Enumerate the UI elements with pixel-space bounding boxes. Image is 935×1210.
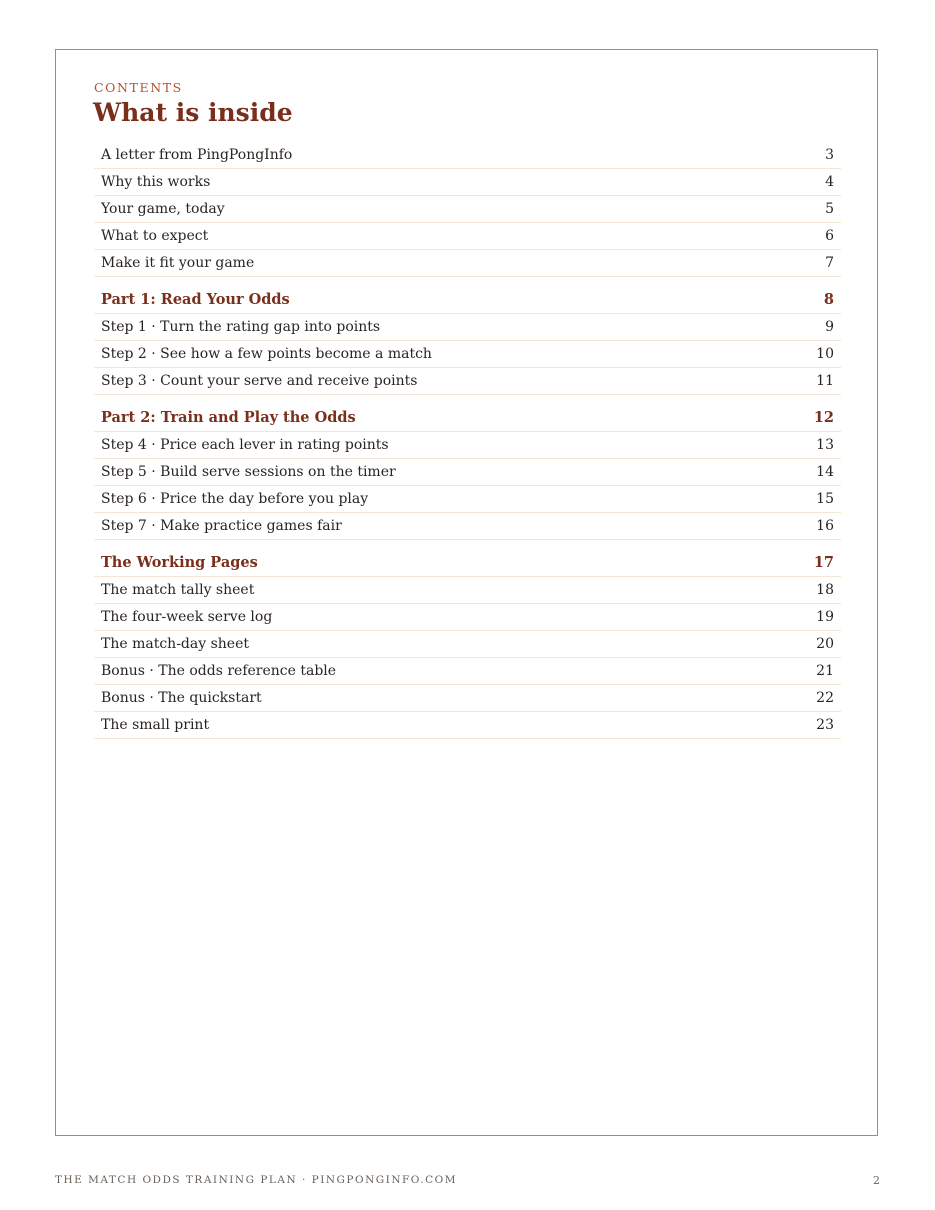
toc-entry-page: 11 (816, 373, 834, 389)
toc-entry-label: Step 2 · See how a few points become a match (101, 346, 432, 362)
toc-entry[interactable] (94, 459, 841, 486)
page-title: What is inside (93, 98, 293, 127)
toc-entry-page: 15 (816, 491, 834, 507)
toc-entry-page: 21 (816, 663, 834, 679)
toc-entry-page: 5 (825, 201, 834, 217)
toc-entry[interactable] (94, 658, 841, 685)
toc-entry-page: 10 (816, 346, 834, 362)
toc-entry-page: 16 (816, 518, 834, 534)
footer-title: THE MATCH ODDS TRAINING PLAN · PINGPONGINFO.COM (55, 1174, 458, 1186)
toc-entry[interactable] (94, 169, 841, 196)
toc-entry-label: The match-day sheet (101, 636, 249, 652)
section-eyebrow: CONTENTS (94, 80, 183, 95)
toc-part-label: Part 2: Train and Play the Odds (101, 409, 356, 426)
toc-entry-label: Bonus · The odds reference table (101, 663, 337, 679)
toc-entry-label: Why this works (101, 174, 211, 190)
toc-entry-label: Step 4 · Price each lever in rating points (101, 437, 389, 453)
toc-entry-label: A letter from PingPongInfo (101, 147, 293, 163)
toc-entry[interactable] (94, 314, 841, 341)
toc-entry-page: 18 (816, 582, 834, 598)
toc-part-page: 17 (813, 554, 834, 571)
toc-entry-label: Step 5 · Build serve sessions on the timer (101, 464, 396, 480)
toc-entry[interactable] (94, 631, 841, 658)
toc-entry-page: 9 (825, 319, 834, 335)
table-of-contents (94, 142, 841, 739)
toc-part-page: 8 (823, 291, 834, 308)
toc-entry[interactable] (94, 486, 841, 513)
toc-entry[interactable] (94, 685, 841, 712)
toc-entry[interactable] (94, 250, 841, 277)
toc-entry-page: 3 (825, 147, 834, 163)
toc-part-label: Part 1: Read Your Odds (101, 291, 290, 308)
toc-entry-page: 14 (816, 464, 834, 480)
toc-group (94, 287, 841, 395)
toc-entry-page: 23 (816, 717, 834, 733)
toc-entry-label: What to expect (101, 228, 209, 244)
toc-entry[interactable] (94, 604, 841, 631)
toc-entry-label: The small print (101, 717, 210, 733)
toc-entry[interactable] (94, 432, 841, 459)
toc-entry-label: The match tally sheet (101, 582, 255, 598)
toc-group (94, 550, 841, 739)
toc-part-label: The Working Pages (101, 554, 258, 571)
toc-entry[interactable] (94, 712, 841, 739)
toc-entry-page: 13 (816, 437, 834, 453)
toc-entry-page: 6 (825, 228, 834, 244)
toc-entry-label: Step 6 · Price the day before you play (101, 491, 369, 507)
toc-entry-label: Step 3 · Count your serve and receive points (101, 373, 418, 389)
toc-part-heading[interactable] (94, 405, 841, 432)
toc-entry-label: Make it fit your game (101, 255, 255, 271)
toc-group (94, 142, 841, 277)
toc-entry-label: Bonus · The quickstart (101, 690, 262, 706)
toc-entry[interactable] (94, 142, 841, 169)
page-frame (55, 49, 878, 1136)
toc-entry-page: 20 (816, 636, 834, 652)
toc-entry[interactable] (94, 577, 841, 604)
toc-part-page: 12 (813, 409, 834, 426)
toc-entry-label: Your game, today (101, 201, 225, 217)
toc-part-heading[interactable] (94, 287, 841, 314)
toc-entry-page: 7 (825, 255, 834, 271)
toc-entry-page: 22 (816, 690, 834, 706)
toc-entry[interactable] (94, 341, 841, 368)
toc-entry-label: Step 7 · Make practice games fair (101, 518, 342, 534)
toc-entry-label: The four-week serve log (101, 609, 273, 625)
toc-group (94, 405, 841, 540)
toc-entry-label: Step 1 · Turn the rating gap into points (101, 319, 381, 335)
footer-page-number: 2 (873, 1174, 880, 1187)
toc-entry[interactable] (94, 368, 841, 395)
toc-entry[interactable] (94, 223, 841, 250)
toc-entry-page: 4 (825, 174, 834, 190)
toc-entry-page: 19 (816, 609, 834, 625)
toc-part-heading[interactable] (94, 550, 841, 577)
toc-entry[interactable] (94, 196, 841, 223)
toc-entry[interactable] (94, 513, 841, 540)
